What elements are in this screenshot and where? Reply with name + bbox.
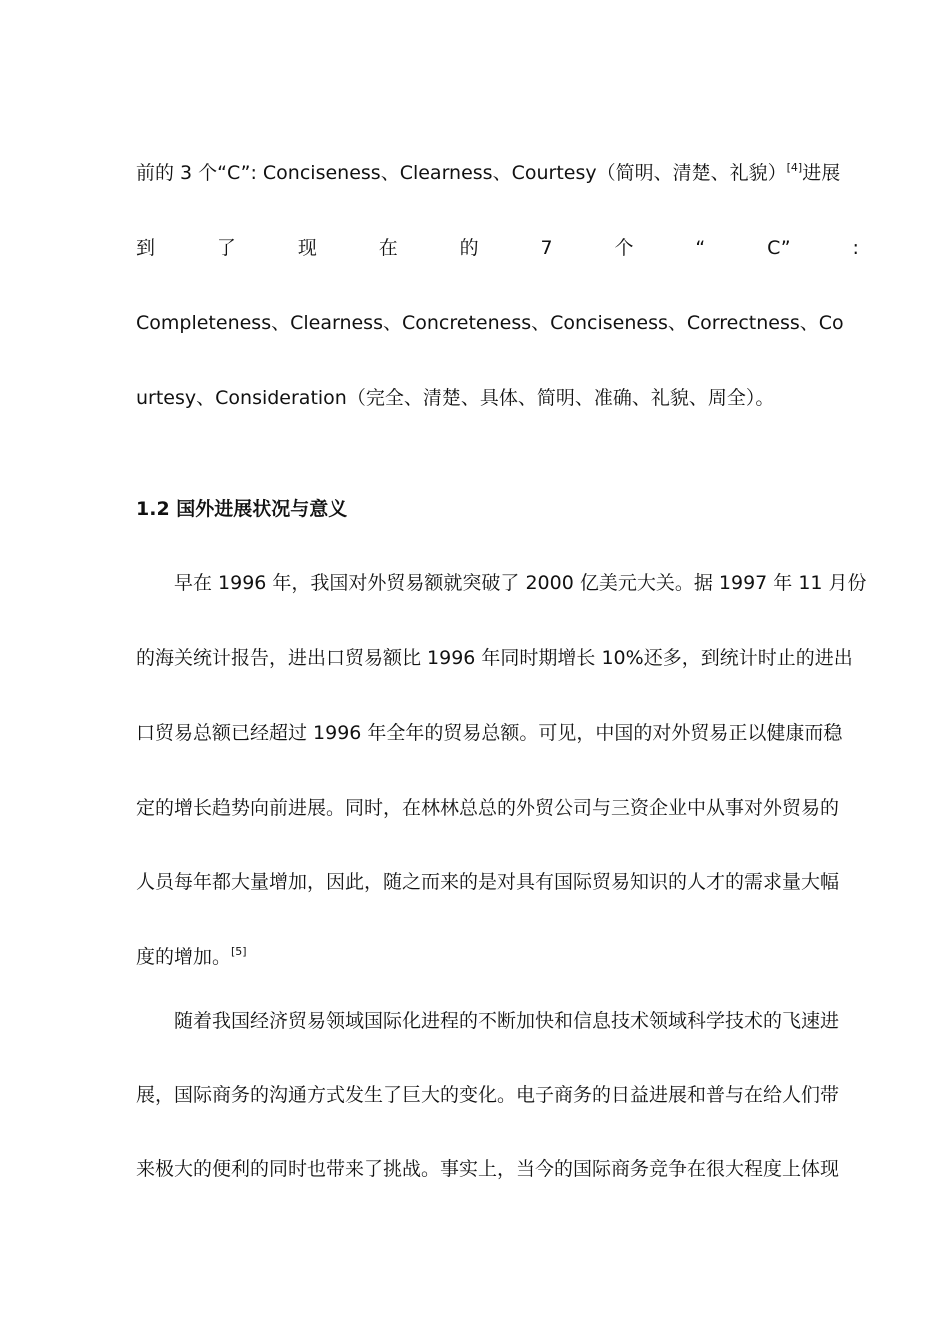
paragraph-3-line-1: 随着我国经济贸易领域国际化进程的不断加快和信息技术领域科学技术的飞速进 [174,1010,840,1032]
justified-token: 在 [378,237,398,259]
paragraph-2-line-6-text: 度的增加。 [136,946,232,968]
paragraph-3-line-3: 来极大的便利的同时也带来了挑战。事实上，当今的国际商务竞争在很大程度上体现 [136,1158,840,1180]
justified-token: : [852,237,859,259]
justified-token: 的 [459,237,479,259]
paragraph-2-line-1: 早在 1996 年，我国对外贸易额就突破了 2000 亿美元大关。据 1997 年 11 月份 [174,572,867,594]
justified-token: 个 [614,237,634,259]
paragraph-2-line-6 [136,944,859,970]
citation-4: [4] [786,161,803,174]
paragraph-1-line-4: urtesy、Consideration（完全、清楚、具体、简明、准确、礼貌、周全）。 [136,387,775,409]
paragraph-1-line-1-text: 前的 3 个“C”: Conciseness、Clearness、Courtesy（简明、清楚、礼貌） [136,162,787,184]
justified-token: 到 [136,237,156,259]
paragraph-1-line-1-tail: 进展 [802,162,841,184]
paragraph-2-line-5: 人员每年都大量增加，因此，随之而来的是对具有国际贸易知识的人才的需求量大幅 [136,871,840,893]
paragraph-2-line-4: 定的增长趋势向前进展。同时，在林林总总的外贸公司与三资企业中从事对外贸易的 [136,797,840,819]
section-heading: 1.2 国外进展状况与意义 [136,498,348,520]
justified-token: 现 [297,237,317,259]
paragraph-3-line-2: 展，国际商务的沟通方式发生了巨大的变化。电子商务的日益进展和普与在给人们带 [136,1084,840,1106]
justified-token: 7 [540,237,553,259]
justified-token: “ [695,237,706,259]
paragraph-1-line-1 [136,160,859,186]
paragraph-1-line-2 [136,235,859,261]
paragraph-2-line-3: 口贸易总额已经超过 1996 年全年的贸易总额。可见，中国的对外贸易正以健康而稳 [136,722,843,744]
justified-token: 了 [216,237,236,259]
paragraph-1-line-3: Completeness、Clearness、Concreteness、Conciseness、Correctness、Co [136,312,844,334]
paragraph-2-line-2: 的海关统计报告，进出口贸易额比 1996 年同时期增长 10%还多，到统计时止的进出 [136,647,853,669]
justified-token: C” [767,237,791,259]
citation-5: [5] [231,945,247,958]
